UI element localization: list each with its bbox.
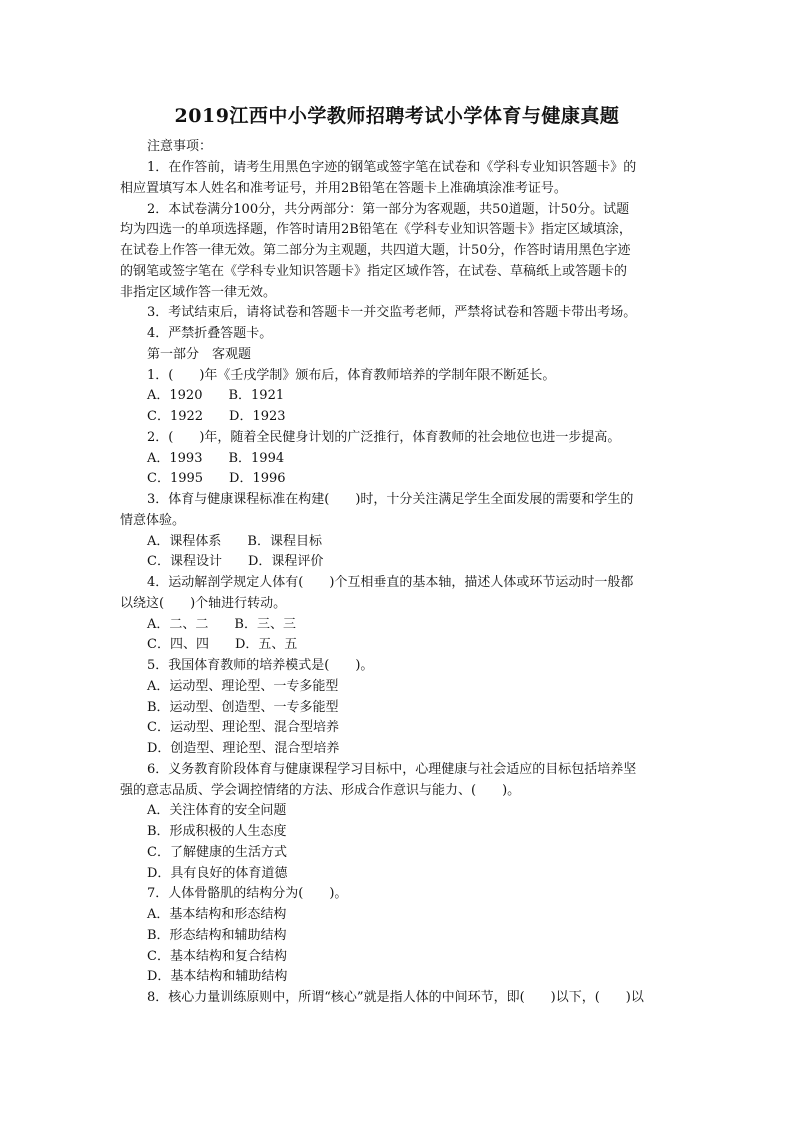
notice-heading: 注意事项： xyxy=(147,139,213,154)
text-line: C．1995 D．1996 xyxy=(147,471,286,487)
text-line: 7．人体骨骼肌的结构分为( )。 xyxy=(147,886,348,902)
text-line: 2．本试卷满分100分，共分两部分：第一部分为客观题，共50道题，计50分。试题 xyxy=(147,201,630,217)
text-line: 6．义务教育阶段体育与健康课程学习目标中，心理健康与社会适应的目标包括培养坚 xyxy=(147,761,637,777)
text-line: C．课程设计 D．课程评价 xyxy=(147,554,324,570)
text-line: 以绕这( )个轴进行转动。 xyxy=(120,595,287,611)
text-line: 非指定区域作答一律无效。 xyxy=(120,284,277,300)
text-line: 4．严禁折叠答题卡。 xyxy=(147,326,273,341)
text-line: A．基本结构和形态结构 xyxy=(147,907,287,922)
text-line: 第一部分 客观题 xyxy=(147,346,252,362)
text-line: 1．( )年《壬戌学制》颁布后，体育教师培养的学制年限不断延长。 xyxy=(147,367,556,383)
text-line: D．基本结构和辅助结构 xyxy=(147,969,288,985)
text-line: 5．我国体育教师的培养模式是( )。 xyxy=(147,658,374,673)
text-line: B．运动型、创造型、一专多能型 xyxy=(147,699,339,715)
text-line: A．二、二 B．三、三 xyxy=(147,616,296,632)
text-line: B．形态结构和辅助结构 xyxy=(147,927,287,943)
text-line: A．1920 B．1921 xyxy=(147,388,285,404)
text-line: 相应置填写本人姓名和准考证号，并用2B铅笔在答题卡上准确填涂准考证号。 xyxy=(120,180,567,196)
text-line: D．创造型、理论型、混合型培养 xyxy=(147,741,340,756)
text-line: A．运动型、理论型、一专多能型 xyxy=(147,678,339,694)
text-line: C．运动型、理论型、混合型培养 xyxy=(147,720,339,736)
text-line: 8．核心力量训练原则中，所谓“核心”就是指人体的中间环节，即( )以下，( )以 xyxy=(147,990,644,1005)
text-line: 4．运动解剖学规定人体有( )个互相垂直的基本轴，描述人体或环节运动时一般都 xyxy=(147,575,634,590)
text-line: 3．考试结束后，请将试卷和答题卡一并交监考老师，严禁将试卷和答题卡带出考场。 xyxy=(147,305,637,321)
text-line: C．了解健康的生活方式 xyxy=(147,844,287,860)
text-line: A．关注体育的安全问题 xyxy=(147,803,287,819)
page-title: 2019江西中小学教师招聘考试小学体育与健康真题 xyxy=(174,105,620,127)
text-line: 在试卷上作答一律无效。第二部分为主观题，共四道大题，计50分，作答时请用黑色字迹 xyxy=(120,243,631,258)
text-line: B．形成积极的人生态度 xyxy=(147,824,287,839)
text-line: A．课程体系 B．课程目标 xyxy=(147,533,322,549)
text-line: 2．( )年，随着全民健身计划的广泛推行，体育教师的社会地位也进一步提高。 xyxy=(147,429,621,445)
text-line: 均为四选一的单项选择题，作答时请用2B铅笔在《学科专业知识答题卡》指定区域填涂， xyxy=(120,222,632,238)
text-line: D．具有良好的体育道德 xyxy=(147,865,288,881)
text-line: 3．体育与健康课程标准在构建( )时，十分关注满足学生全面发展的需要和学生的 xyxy=(147,492,634,507)
text-line: C．1922 D．1923 xyxy=(147,409,286,424)
text-line: A．1993 B．1994 xyxy=(147,450,285,466)
text-line: 1．在作答前，请考生用黑色字迹的钢笔或签字笔在试卷和《学科专业知识答题卡》的 xyxy=(147,160,637,175)
text-line: 情意体验。 xyxy=(120,512,186,528)
text-line: C．四、四 D．五、五 xyxy=(147,637,298,653)
text-line: C．基本结构和复合结构 xyxy=(147,948,287,964)
text-line: 强的意志品质、学会调控情绪的方法、形成合作意识与能力、( )。 xyxy=(120,782,521,798)
text-line: 的钢笔或签字笔在《学科专业知识答题卡》指定区域作答，在试卷、草稿纸上或答题卡的 xyxy=(120,263,628,279)
